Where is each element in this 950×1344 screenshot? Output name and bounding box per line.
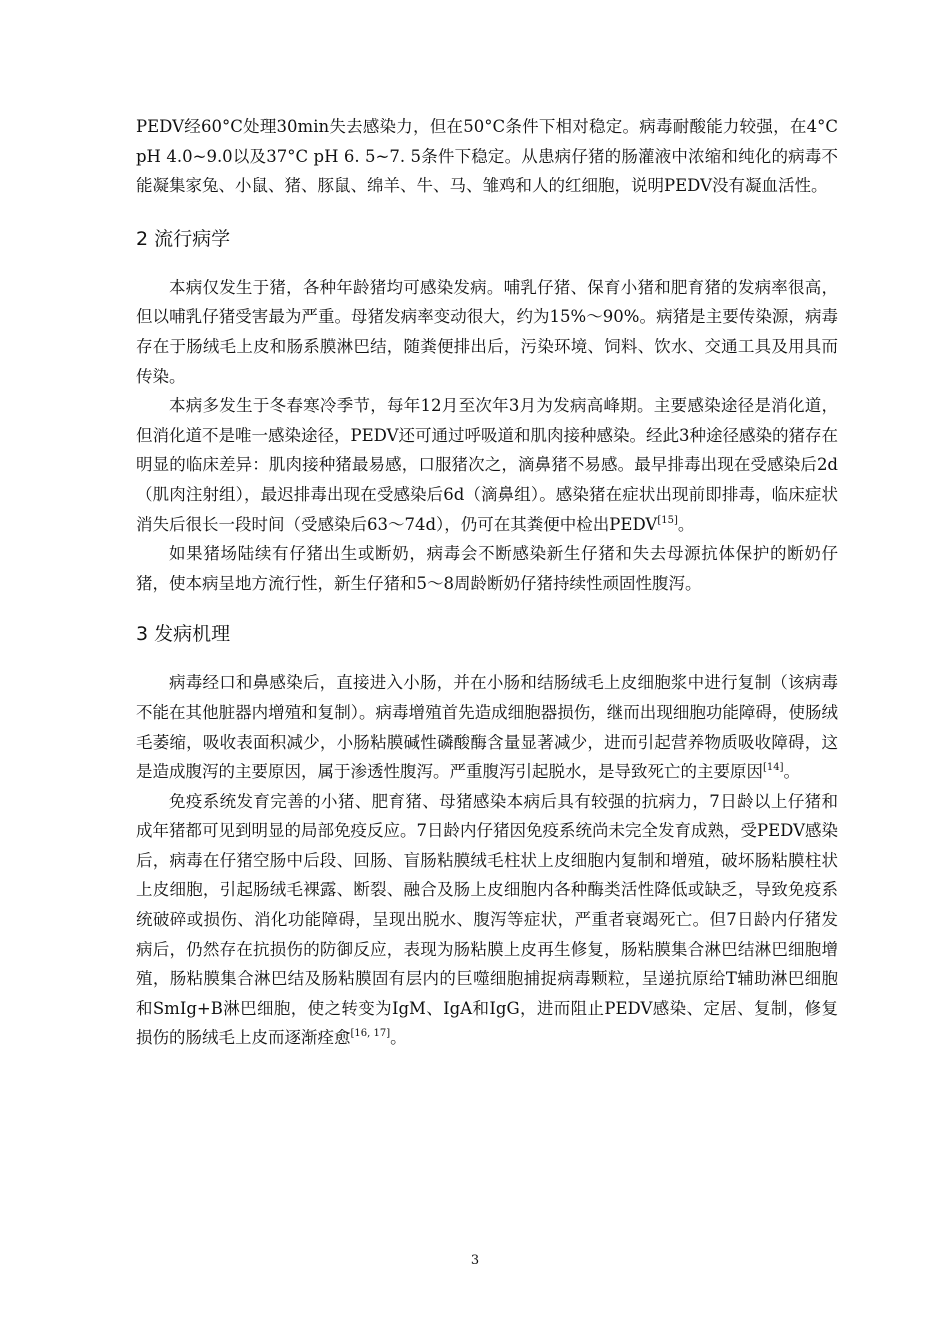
paragraph-host-range: 本病仅发生于猪，各种年龄猪均可感染发病。哺乳仔猪、保育小猪和肥育猪的发病率很高，但以哺乳仔猪受害最为严重。母猪发病率变动很大，约为15%～90%。病猪是主要传染源，病毒存在于肠绒毛上皮和肠系膜淋巴结，随粪便排出后，污染环境、饲料、饮水、交通工具及用具而传染。 — [136, 277, 838, 386]
paragraph-infection-mechanism — [136, 668, 838, 786]
paragraph-transmission-text: 本病多发生于冬春寒冷季节，每年12月至次年3月为发病高峰期。主要感染途径是消化道，但消化道不是唯一感染途径，PEDV还可通过呼吸道和肌肉接种感染。经此3种途径感染的猪存在明显的临床差异：肌肉接种猪最易感，口服猪次之，滴鼻猪不易感。最早排毒出现在受感染后2d（肌肉注射组），最迟排毒出现在受感染后6d（滴鼻组）。感染猪在症状出现前即排毒，临床症状消失后很长一段时间（受感染后63～74d），仍可在其粪便中检出PEDV — [136, 396, 838, 534]
paragraph-immune-response-text: 免疫系统发育完善的小猪、肥育猪、母猪感染本病后具有较强的抗病力，7日龄以上仔猪和成年猪都可见到明显的局部免疫反应。7日龄内仔猪因免疫系统尚未完全发育成熟，受PEDV感染后，病毒在仔猪空肠中后段、回肠、盲肠粘膜绒毛柱状上皮细胞内复制和增殖，破坏肠粘膜柱状上皮细胞，引起肠绒毛裸露、断裂、融合及肠上皮细胞内各种酶类活性降低或缺乏，导致免疫系统破碎或损伤、消化功能障碍，呈现出脱水、腹泻等症状，严重者衰竭死亡。但7日龄内仔猪发病后，仍然存在抗损伤的防御反应，表现为肠粘膜上皮再生修复，肠粘膜集合淋巴结淋巴细胞增殖，肠粘膜集合淋巴结及肠粘膜固有层内的巨噬细胞捕捉病毒颗粒，呈递抗原给T辅助淋巴细胞和SmIg+B淋巴细胞，使之转变为IgM、IgA和IgG，进而阻止PEDV感染、定居、复制，修复损伤的肠绒毛上皮而逐渐痊愈 — [136, 791, 838, 1048]
page-number: 3 — [470, 1253, 480, 1268]
section-title-epidemiology: 2 流行病学 — [136, 227, 231, 250]
section-title-pathogenesis: 3 发病机理 — [136, 623, 231, 646]
paragraph-transmission-end: 。 — [677, 514, 695, 534]
paragraph-infection-mechanism-end: 。 — [783, 762, 801, 782]
paragraph-immune-response — [136, 787, 838, 1053]
paragraph-transmission — [136, 391, 838, 539]
paragraph-immune-response-end: 。 — [390, 1028, 407, 1048]
paragraph-infection-mechanism-text: 病毒经口和鼻感染后，直接进入小肠，并在小肠和结肠绒毛上皮细胞浆中进行复制（该病毒不能在其他脏器内增殖和复制）。病毒增殖首先造成细胞器损伤，继而出现细胞功能障碍，使肠绒毛萎缩，吸收表面积减少，小肠粘膜碱性磷酸酶含量显著减少，进而引起营养物质吸收障碍，这是造成腹泻的主要原因，属于渗透性腹泻。严重腹泻引起脱水，是导致死亡的主要原因 — [136, 673, 838, 782]
citation-14: [14] — [763, 762, 784, 774]
paragraph-pedv-stability: PEDV经60°C处理30min失去感染力，但在50°C条件下相对稳定。病毒耐酸能力较强，在4°C pH 4.0~9.0以及37°C pH 6. 5~7. 5条件下稳定。从患病仔猪的肠灌液中浓缩和纯化的病毒不能凝集家兔、小鼠、猪、豚鼠、绵羊、牛、马、雏鸡和人的红细胞，说明PEDV没有凝血活性。 — [136, 117, 838, 196]
document-page — [136, 112, 838, 1053]
citation-15: [15] — [657, 514, 678, 526]
citation-16-17: [16, 17] — [350, 1028, 391, 1040]
paragraph-endemic: 如果猪场陆续有仔猪出生或断奶，病毒会不断感染新生仔猪和失去母源抗体保护的断奶仔猪，使本病呈地方流行性，新生仔猪和5～8周龄断奶仔猪持续性顽固性腹泻。 — [136, 544, 838, 593]
